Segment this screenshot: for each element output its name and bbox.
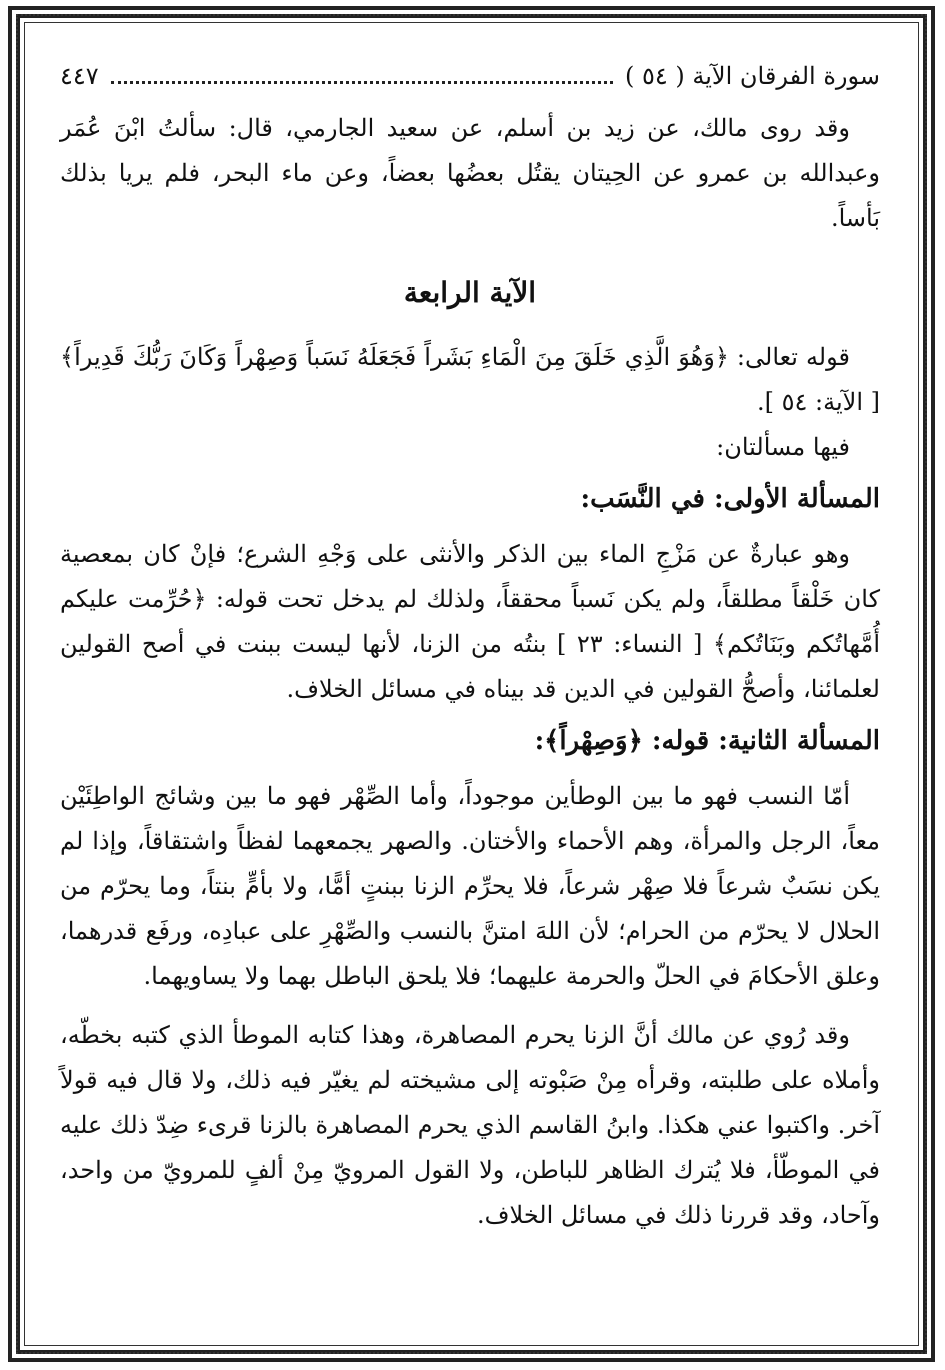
paragraph-1: وقد روى مالك، عن زيد بن أسلم، عن سعيد الجارمي، قال: سألتُ ابْنَ عُمَر وعبدالله بن عمرو عن الحِيتان يقتُل بعضُها بعضاً، وعن ماء البحر، فلم يريا بذلك بَأساً.: [60, 114, 880, 232]
paragraph-gap: [60, 999, 880, 1013]
section-heading: الآية الرابعة: [403, 276, 537, 309]
issue-1-title: المسألة الأولى: في النَّسَب:: [580, 484, 880, 514]
leader-dots: [111, 67, 613, 84]
paragraph-issue-2: أمّا النسب فهو ما بين الوطأين موجوداً، وأما الصِّهْر فهو ما بين وشائج الواطِئَيْن معاً، الرجل والمرأة، وهم الأحماء والأختان. والصهر يجمعهما لفظاً واشتقاقاً، وإذا لم يكن نسَبٌ شرعاً فلا صِهْر شرعاً، فلا يحرِّم الزنا ببنتٍ أمًّا، ولا بأمٍّ بنتاً، وما يحرّم من الحلال لا يحرّم من الحرام؛ لأن اللهَ امتنَّ بالنسب والصِّهْرِ على عبادِه، ورفَع قدرهما، وعلق الأحكامَ في الحلّ والحرمة عليهما؛ فلا يلحق الباطل بهما ولا يساويهما.: [60, 782, 880, 990]
paragraph-issue-1: وهو عبارةٌ عن مَزْجِ الماء بين الذكر والأنثى على وَجْهِ الشرع؛ فإنْ كان بمعصية كان خَلْقاً مطلقاً، ولم يكن نَسباً محققاً، ولذلك لم يدخل تحت قوله: ﴿حُرِّمت عليكم أُمَّهاتُكم وبَنَاتُكم﴾ [ النساء: ٢٣ ] بنتُه من الزنا، لأنها ليست ببنت في أصح القولين لعلمائنا، وأصحُّ القولين في الدين قد بيناه في مسائل الخلاف.: [60, 540, 881, 703]
paragraph-final: وقد رُوي عن مالك أنَّ الزنا يحرم المصاهرة، وهذا كتابه الموطأ الذي كتبه بخطّه، وأملاه على طلبته، وقرأه مِنْ صَبْوته إلى مشيخته لم يغيّر فيه ذلك، ولا قال فيه قولاً آخر. واكتبوا عني هكذا. وابنُ القاسم الذي يحرم المصاهرة بالزنا قرىء ضِدّ ذلك عليه في الموطّأ، فلا يُترك الظاهر للباطن، ولا القول المرويّ مِنْ ألفٍ للمرويّ من واحد، وآحاد، وقد قررنا ذلك في مسائل الخلاف.: [60, 1021, 880, 1229]
issue-2-title: المسألة الثانية: قوله: ﴿وَصِهْراً﴾:: [534, 726, 880, 756]
paragraph-verse: قوله تعالى: ﴿وَهُوَ الَّذِي خَلَقَ مِنَ الْمَاءِ بَشَراً فَجَعَلَهُ نَسَباً وَصِهْراً وَكَانَ رَبُّكَ قَدِيراً﴾ [ الآية: ٥٤ ].: [60, 343, 880, 416]
page-number: ٤٤٧: [60, 62, 99, 90]
paragraph-issues-intro: فيها مسألتان:: [716, 433, 850, 461]
running-title: سورة الفرقان الآية ( ٥٤ ): [624, 62, 880, 90]
page-content: [60, 62, 880, 1238]
running-header: [60, 62, 880, 106]
